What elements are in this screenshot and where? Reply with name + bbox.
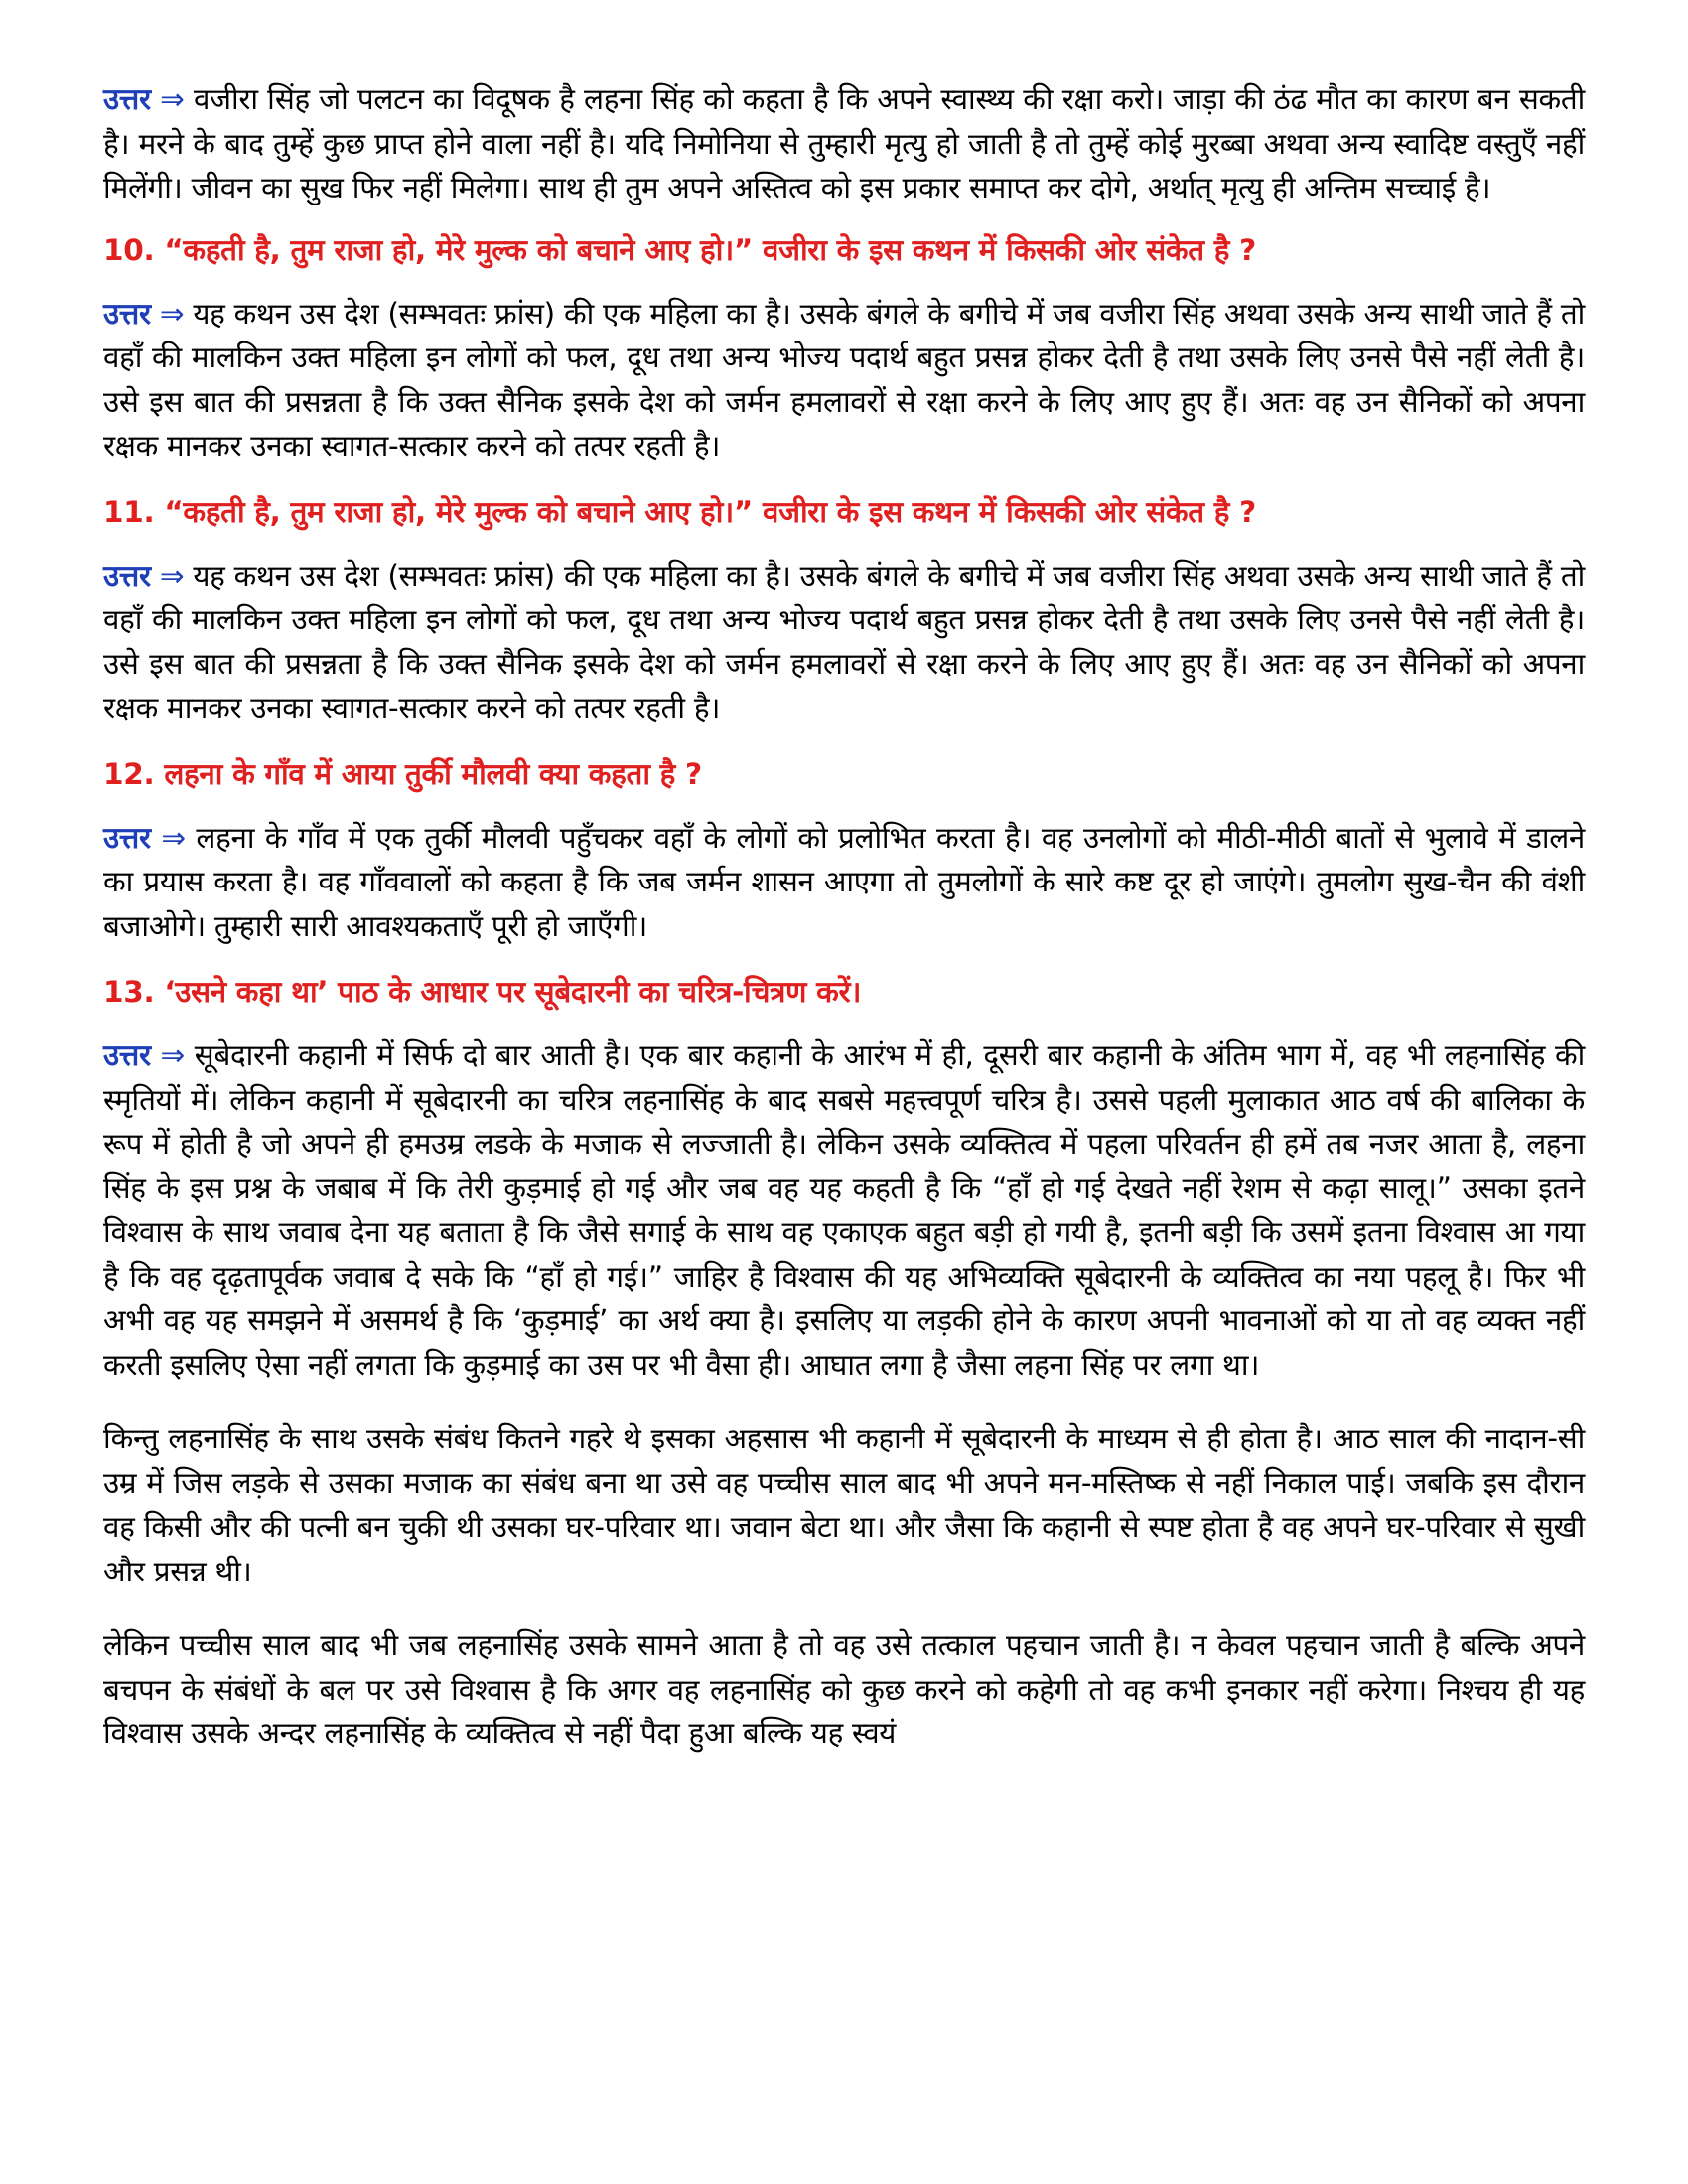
arrow-icon: ⇒ bbox=[161, 820, 186, 855]
question-13: 13. ‘उसने कहा था’ पाठ के आधार पर सूबेदारनी का चरित्र-चित्रण करें। bbox=[103, 975, 862, 1009]
question-12: 12. लहना के गाँव में आया तुर्की मौलवी क्या कहता है ? bbox=[103, 756, 702, 791]
answer-label: उत्तर bbox=[103, 558, 151, 593]
answer-13-paragraph-2: किन्तु लहनासिंह के साथ उसके संबंध कितने गहरे थे इसका अहसास भी कहानी में सूबेदारनी के माध्यम से ही होता है। आठ साल की नादान-सी उम्र में जिस लड़के से उसका मजाक का संबंध बना था उसे वह पच्चीस साल बाद भी अपने मन-मस्तिष्क से नहीं निकाल पाई। जबकि इस दौरान वह किसी और की पत्नी बन चुकी थी उसका घर-परिवार था। जवान बेटा था। और जैसा कि कहानी से स्पष्ट होता है वह अपने घर-परिवार से सुखी और प्रसन्न थी। bbox=[103, 1422, 1585, 1588]
answer-10 bbox=[103, 292, 1585, 469]
answer-label: उत्तर bbox=[103, 820, 151, 855]
arrow-icon: ⇒ bbox=[159, 558, 185, 593]
answer-label: उत्तर bbox=[103, 82, 151, 116]
answer-9 bbox=[103, 77, 1585, 210]
answer-label: उत्तर bbox=[103, 1038, 151, 1072]
answer-13-paragraph-3: लेकिन पच्चीस साल बाद भी जब लहनासिंह उसके सामने आता है तो वह उसे तत्काल पहचान जाती है। न केवल पहचान जाती है बल्कि अपने बचपन के संबंधों के बल पर उसे विश्वास है कि अगर वह लहनासिंह को कुछ करने को कहेगी तो वह कभी इनकार नहीं करेगा। निश्चय ही यह विश्वास उसके अन्दर लहनासिंह के व्यक्तित्व से नहीं पैदा हुआ बल्कि यह स्वयं bbox=[103, 1628, 1585, 1750]
answer-text: यह कथन उस देश (सम्भवतः फ्रांस) की एक महिला का है। उसके बंगले के बगीचे में जब वजीरा सिंह अथवा उसके अन्य साथी जाते हैं तो वहाँ की मालकिन उक्त महिला इन लोगों को फल, दूध तथा अन्य भोज्य पदार्थ बहुत प्रसन्न होकर देती है तथा उसके लिए उनसे पैसे नहीं लेती है। उसे इस बात की प्रसन्नता है कि उक्त सैनिक इसके देश को जर्मन हमलावरों से रक्षा करने के लिए आए हुए हैं। अतः वह उन सैनिकों को अपना रक्षक मानकर उनका स्वागत-सत्कार करने को तत्पर रहती है। bbox=[103, 296, 1586, 463]
arrow-icon: ⇒ bbox=[159, 296, 185, 331]
arrow-icon: ⇒ bbox=[160, 1038, 185, 1072]
answer-12 bbox=[103, 816, 1585, 949]
answer-13-paragraph-1 bbox=[103, 1033, 1585, 1387]
answer-text: सूबेदारनी कहानी में सिर्फ दो बार आती है। एक बार कहानी के आरंभ में ही, दूसरी बार कहानी के अंतिम भाग में, वह भी लहनासिंह की स्मृतियों में। लेकिन कहानी में सूबेदारनी का चरित्र लहनासिंह के बाद सबसे महत्त्वपूर्ण चरित्र है। उससे पहली मुलाकात आठ वर्ष की बालिका के रूप में होती है जो अपने ही हमउम्र लडके के मजाक से लज्जाती है। लेकिन उसके व्यक्तित्व में पहला परिवर्तन ही हमें तब नजर आता है, लहना सिंह के इस प्रश्न के जबाब में कि तेरी कुड़माई हो गई और जब वह यह कहती है कि “हाँ हो गई देखते नहीं रेशम से कढ़ा सालू।” उसका इतने विश्वास के साथ जवाब देना यह बताता है कि जैसे सगाई के साथ वह एकाएक बहुत बड़ी हो गयी है, इतनी बड़ी कि उसमें इतना विश्वास आ गया है कि वह दृढ़तापूर्वक जवाब दे सके कि “हाँ हो गई।” जाहिर है विश्वास की यह अभिव्यक्ति सूबेदारनी के व्यक्तित्व का नया पहलू है। फिर भी अभी वह यह समझने में असमर्थ है कि ‘कुड़माई’ का अर्थ क्या है। इसलिए या लड़की होने के कारण अपनी भावनाओं को या तो वह व्यक्त नहीं करती इसलिए ऐसा नहीं लगता कि कुड़माई का उस पर भी वैसा ही। आघात लगा है जैसा लहना सिंह पर लगा था। bbox=[103, 1038, 1585, 1382]
arrow-icon: ⇒ bbox=[160, 82, 185, 116]
question-10: 10. “कहती है, तुम राजा हो, मेरे मुल्क को बचाने आए हो।” वजीरा के इस कथन में किसकी ओर संकेत है ? bbox=[103, 232, 1256, 267]
answer-label: उत्तर bbox=[103, 296, 151, 331]
answer-11 bbox=[103, 554, 1585, 731]
question-11: 11. “कहती है, तुम राजा हो, मेरे मुल्क को बचाने आए हो।” वजीरा के इस कथन में किसकी ओर संकेत है ? bbox=[103, 494, 1256, 529]
answer-text: यह कथन उस देश (सम्भवतः फ्रांस) की एक महिला का है। उसके बंगले के बगीचे में जब वजीरा सिंह अथवा उसके अन्य साथी जाते हैं तो वहाँ की मालकिन उक्त महिला इन लोगों को फल, दूध तथा अन्य भोज्य पदार्थ बहुत प्रसन्न होकर देती है तथा उसके लिए उनसे पैसे नहीं लेती है। उसे इस बात की प्रसन्नता है कि उक्त सैनिक इसके देश को जर्मन हमलावरों से रक्षा करने के लिए आए हुए हैं। अतः वह उन सैनिकों को अपना रक्षक मानकर उनका स्वागत-सत्कार करने को तत्पर रहती है। bbox=[103, 558, 1586, 725]
answer-text: वजीरा सिंह जो पलटन का विदूषक है लहना सिंह को कहता है कि अपने स्वास्थ्य की रक्षा करो। जाड़ा की ठंढ मौत का कारण बन सकती है। मरने के बाद तुम्हें कुछ प्राप्त होने वाला नहीं है। यदि निमोनिया से तुम्हारी मृत्यु हो जाती है तो तुम्हें कोई मुरब्बा अथवा अन्य स्वादिष्ट वस्तुएँ नहीं मिलेंगी। जीवन का सुख फिर नहीं मिलेगा। साथ ही तुम अपने अस्तित्व को इस प्रकार समाप्त कर दोगे, अर्थात् मृत्यु ही अन्तिम सच्चाई है। bbox=[103, 82, 1586, 205]
answer-text: लहना के गाँव में एक तुर्की मौलवी पहुँचकर वहाँ के लोगों को प्रलोभित करता है। वह उनलोगों को मीठी-मीठी बातों से भुलावे में डालने का प्रयास करता है। वह गाँववालों को कहता है कि जब जर्मन शासन आएगा तो तुमलोगों के सारे कष्ट दूर हो जाएंगे। तुमलोग सुख-चैन की वंशी बजाओगे। तुम्हारी सारी आवश्यकताएँ पूरी हो जाएँगी। bbox=[103, 820, 1585, 943]
